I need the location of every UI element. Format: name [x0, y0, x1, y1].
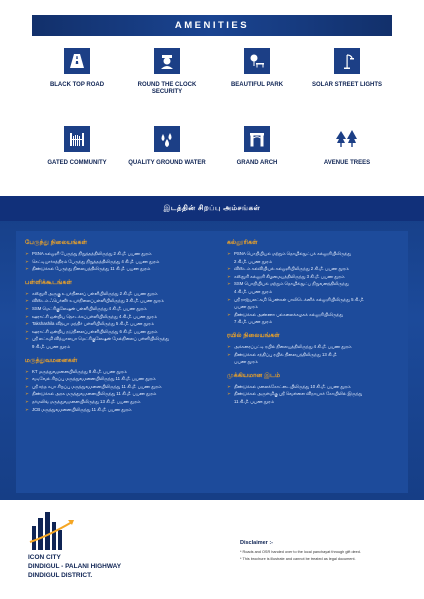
amenities-title: AMENITIES [174, 20, 250, 31]
feature-item: ➢ வடிவேல் சிறப்பு மருத்துவமனையிலிருந்து 11 கி.மீ. பயண தூரம் [25, 375, 215, 383]
feature-item: ➢ திண்டுக்கல் பேருந்து நிலையத்திலிருந்து 11 கி.மீ. பயண தூரம் [25, 265, 215, 273]
features-title: இடத்தின் சிறப்பு அம்சங்கள் [163, 205, 261, 212]
amenity-label: SOLAR STREET LIGHTS [311, 82, 382, 88]
disclaimer-line-2: * This brochure is illustrate and cannot be treated as legal document. [240, 557, 356, 561]
amenity-security [122, 48, 212, 96]
feature-item: ➢ SSM மெட்ரிகுலேஷன் பள்ளியிலிருந்து 4 கி.மீ. பயண தூரம் [25, 305, 215, 313]
feature-item: ➢ தர்மலிங் மருத்துவமனையிலிருந்து 13 கி.மீ. பயண தூரம் [25, 398, 215, 406]
amenity-label: BEAUTIFUL PARK [230, 82, 284, 88]
feature-item: ➢ Takshashila வித்யா மந்திர் பள்ளியிலிருந்து 5 கி.மீ. பயண தூரம் [25, 320, 215, 328]
feature-item: ➢ ஸ்ரீ ராஜ்யலட்சுமி பெண்கள் பாலிடெக்னிக் கல்லூரியிலிருந்து 5 கி.மீ. பயண தூரம் [227, 296, 402, 311]
amenity-label: GRAND ARCH [236, 160, 278, 166]
amenity-avenue-trees [302, 126, 392, 167]
amenity-label: BLACK TOP ROAD [49, 82, 105, 88]
amenity-label: GATED COMMUNITY [47, 160, 107, 166]
amenity-gated-community [32, 126, 122, 167]
feature-item: ➢ SSM பொறியியல் மற்றும் தொழில்நுட்ப நிறுவனத்திலிருந்து 4 கி.மீ. பயண தூரம் [227, 280, 402, 295]
amenity-label: ROUND THE CLOCK SECURITY [137, 82, 197, 96]
feature-item: ➢ திண்டுக்கல் சந்திப்பு ரயில் நிலையத்திலிருந்து 13 கி.மீ. பயண தூரம் [227, 351, 402, 366]
feature-item: ➢ கஸ்தூரி கல்லூரி கிழமையத்திலிருந்து 3 கி.மீ. பயண தூரம் [227, 273, 402, 281]
disclaimer-line-1: * Roads and OSR handed over to the local panchayat through gift deed. [240, 550, 361, 554]
brand-address [28, 562, 121, 580]
feature-item: ➢ திண்டுக்கல் அருள்மிகு ஸ்ரீ வெள்ளை விநாயகர் கோயிலில் இருந்து 11 கி.மீ. பயண தூரம் [227, 390, 402, 405]
gate-icon [64, 126, 90, 152]
features-panel [16, 231, 408, 493]
security-guard-icon [154, 48, 180, 74]
address-line-1: DINDIGUL - PALANI HIGHWAY [28, 563, 122, 570]
footer [0, 500, 424, 599]
park-bench-icon [244, 48, 270, 74]
amenity-label: QUALITY GROUND WATER [128, 160, 206, 166]
feature-item: ➢ KT மருத்துவமனையிலிருந்து 8 கி.மீ. பயண தூரம் [25, 368, 215, 376]
feature-item: ➢ ஊராட்சி ஒன்றிய தொடக்கப்பள்ளியிலிருந்து 4 கி.மீ. பயண தூரம் [25, 313, 215, 321]
feature-item: ➢ செட்டியார்சத்திரம் பேருந்து நிறுத்தத்திலிருந்து 4 கி.மீ. பயண தூரம் [25, 258, 215, 266]
feature-item: ➢ கஸ்தூரி அருகு உயர்நிலைப் பள்ளியிலிருந்து 2 கி.மீ. பயண தூரம் [25, 290, 215, 298]
features-section [0, 196, 424, 500]
feature-item: ➢ PSNA கல்லூரி பேருந்து நிறுத்தத்திலிருந்து 2 கி.மீ. பயண தூரம் [25, 250, 215, 258]
amenity-ground-water [122, 126, 212, 167]
feature-item: ➢ திண்டுக்கல் அரசு மருத்துவமனையிலிருந்து 11 கி.மீ. பயண தூரம் [25, 390, 215, 398]
amenity-park [212, 48, 302, 89]
amenity-label: AVENUE TREES [323, 160, 371, 166]
amenities-banner [32, 15, 392, 36]
category-heading: பள்ளிக்கூடங்கள் [25, 278, 73, 286]
feature-item: ➢ திண்டுக்கல் அண்ணா பல்கலைக்கழகக் கல்லூரியிலிருந்து 7 கி.மீ. பயண தூரம் [227, 311, 402, 326]
feature-item: ➢ ஸ்ரீ சந்த சுபா சிறப்பு மருத்துவமனையிலிருந்து 11 கி.மீ. பயண தூரம் [25, 383, 215, 391]
address-line-2: DINDIGUL DISTRICT. [28, 572, 93, 579]
amenity-black-top-road [32, 48, 122, 89]
amenity-solar-lights [302, 48, 392, 89]
disclaimer-title: Disclaimer :- [240, 540, 274, 546]
category-heading: ரயில் நிலையங்கள் [227, 331, 280, 339]
feature-item: ➢ விஸ்டம் ஃபெர்னீர் உயர்நிலைப்பள்ளியிலிருந்து 3 கி.மீ. பயண தூரம் [25, 297, 215, 305]
road-icon [64, 48, 90, 74]
features-title-bar [0, 196, 424, 221]
features-right-column [227, 239, 402, 406]
icon-city-logo [28, 512, 78, 550]
feature-item: ➢ விஸ்டம் கல்வியியல் கல்லூரியிலிருந்து 2 கி.மீ. பயண தூரம் [227, 265, 402, 273]
arch-icon [244, 126, 270, 152]
trees-icon [334, 126, 360, 152]
water-drops-icon [154, 126, 180, 152]
category-heading: முக்கியமான இடம் [227, 371, 281, 379]
feature-item: ➢ ஸ்ரீ லட்சுமி வித்யாலயா மெட்ரிகுலேஷன் மேல்நிலைப் பள்ளியிலிருந்து 9 கி.மீ. பயண தூரம் [25, 335, 215, 350]
category-heading: மருத்துவமனைகள் [25, 356, 78, 364]
amenity-grand-arch [212, 126, 302, 167]
feature-item: ➢ ஊராட்சி ஒன்றிய நடுநிலைப்பள்ளியிலிருந்து 6 கி.மீ. பயண தூரம் [25, 328, 215, 336]
feature-item: ➢ JCB மருத்துவமனையிலிருந்து 11 கி.மீ. பயண தூரம் [25, 406, 215, 414]
feature-item: ➢ அக்கரைப்பட்டி ரயில் நிலையத்திலிருந்து 4 கி.மீ. பயண தூரம் [227, 343, 402, 351]
street-light-icon [334, 48, 360, 74]
category-heading: கல்லூரிகள் [227, 239, 258, 246]
category-heading: பேருந்து நிலையங்கள் [25, 239, 88, 246]
features-left-column [25, 239, 215, 413]
feature-item: ➢ PSNA பொறியியல் மற்றும் தொழில்நுட்பக் கல்லூரியிலிருந்து 2 கி.மீ. பயண தூரம் [227, 250, 402, 265]
feature-item: ➢ திண்டுக்கல் மலைக்கோட்டையிலிருந்து 10 கி.மீ. பயண தூரம் [227, 383, 402, 391]
brand-name: ICON CITY [28, 554, 61, 561]
